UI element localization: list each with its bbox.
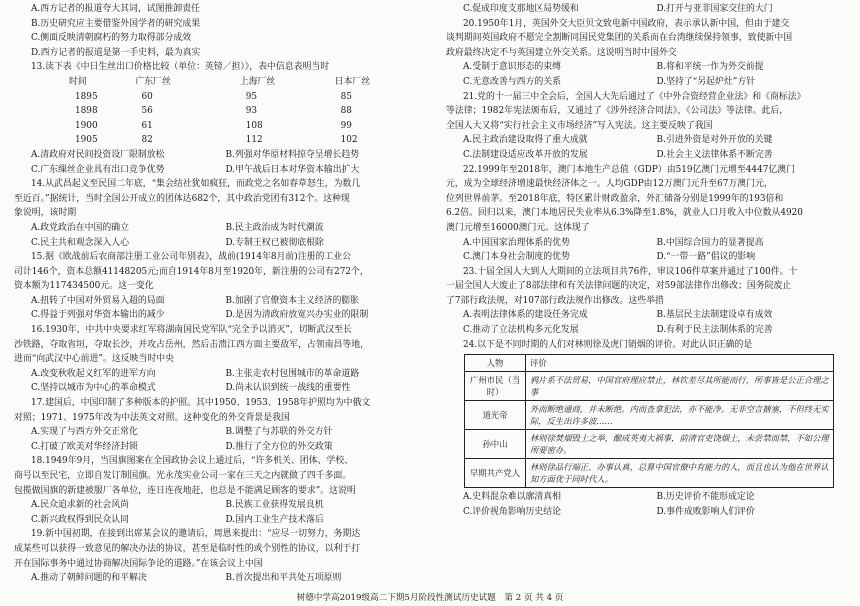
q24-evaluation-table [464,354,834,488]
q14-option-d: D.专制王权已被彻底根除 [225,237,324,248]
q17-option-d: D.推行了全方位的外交政策 [225,441,333,452]
q13-th-time: 时间 [69,76,87,87]
q13-table [14,75,420,148]
q13-th-shanghai: 上海厂丝 [239,76,276,87]
q24-stem: 24.以下是不同时期的人们对林则徐及虎门销烟的评价。对此认识正确的是 [463,339,753,350]
q23-option-c: C.推动了立法机构多元化发展 [463,325,579,336]
q24-person: 道光帝 [465,401,526,430]
right-column [446,2,850,519]
q17-option-a: A.实现了与西方外交正常化 [31,427,138,438]
page-footer: 树德中学高2019级高二下期5月阶段性测试历史试题 第 2 页 共 4 页 [296,593,564,603]
q21-option-b: B.引进外资是对外开放的关键 [656,135,773,146]
q22-stem: 22.1999年至2018年，澳门本地生产总值（GDP）由519亿澳门元增至4447亿澳门 元，成为全球经济增速最快经济体之一。人均GDP由12万澳门元升至67万澳门元， 位列世界前茅。至2018年底，特区累计财政盈余，外汇储备分别是1999年的193倍和 6.2倍。回归以来，澳门本地居民失业率从6.3%降至1.8%，就业人口月收入中位数从4920 澳门元增至16000澳门元。这体现了 [446,164,803,233]
q12-option-a: A.西方记者的报道夸大其词，试图推卸责任 [31,4,200,14]
q13-table-row: 1905 82 112 102 [75,135,358,146]
q24-th-evaluation: 评价 [526,355,834,372]
q20-option-c: C.无意改善与西方的关系 [463,76,562,87]
q14-options [14,221,420,250]
q20-option-d: D.坚持了“另起炉灶”方针 [656,76,756,87]
q12-option-d: D.西方记者的报道是第一手史料，最为真实 [31,47,201,58]
q22-options [446,236,850,265]
q13-options-row1 [31,148,420,163]
q18-stem: 18.1949年9月，当国旗图案在全国政协会议上通过后，“许多机关、团体、学校、 商号以至民宅，立即自发订制国旗。光永茂实业公司一家在三天之内就做了四千多面。 包揽做国旗的新建被服厂各单位，连日连夜地赶，也总是不能满足顾客的要求”。这说明 [14,456,356,496]
q24-th-person: 人物 [465,355,526,372]
q15-option-a: A.扭转了中国对外贸易入超的局面 [31,295,165,306]
q21-stem: 21.党的十一届三中全会后，全国人大先后通过了《中外合资经营企业法》和《商标法》 等法律；1982年宪法颁布后，又通过了《涉外经济合同法》、《公司法》等法律。此后， 全国人大又将“实行社会主义市场经济”写入宪法。这主要反映了我国 [446,91,806,131]
q13-option-c: C.广东缫丝企业具有出口竞争优势 [31,164,165,175]
q24-option-d: D.事件成败影响人们评价 [656,506,755,517]
q20-stem: 20.1950年1月，英国外交大臣贝文致电新中国政府，表示承认新中国，但由于建交 谈判期间英国政府不愿完全割断同国民党集团的关系而在台湾继续保持领事，致使新中国 政府最终决定不与英国建立外交关系。这说明当时中国外交 [446,18,793,58]
q22-option-c: C.澳门本身社会制度的优势 [463,252,570,263]
q17-option-b: B.调整了与苏联的外交方针 [225,427,333,438]
q16-option-a: A.改变秋收起义红军的进军方向 [31,368,156,379]
q24-evaluation: 林则徐品行端正、办事认真，总算中国官僚中有能力的人，而且也认为他在世界认知方面优于同时代人。 [526,459,834,488]
q13-table-row: 1900 61 108 99 [75,120,352,131]
q20-options [446,60,850,89]
q13-options [14,148,420,177]
q23-option-a: A.表明法律体系的建设任务完成 [463,310,588,321]
q24-options [446,490,850,519]
q24-table-row [465,430,834,459]
q13-option-b: B.列强对华原材料掠夺呈增长趋势 [225,149,360,160]
q18-option-b: B.民族工业获得发展良机 [225,500,324,511]
q19-option-d: D.打开与亚非国家交往的大门 [656,4,773,14]
q13-option-a: A.清政府对民间投资设厂限制放松 [31,149,165,160]
q16-option-c: C.坚持以城市为中心的革命模式 [31,383,156,394]
q24-person: 广州市民（当时） [465,372,526,401]
q16-option-d: D.尚未认识到统一战线的重要性 [225,383,351,394]
q16-option-b: B.主张走农村包围城市的革命道路 [225,368,360,379]
q13-th-japan: 日本厂丝 [334,76,371,87]
q23-option-b: B.基层民主法制建设卓有成效 [656,310,773,321]
q18-option-c: C.新兴政权得到民众认同 [31,514,130,525]
q21-option-d: D.社会主义法律体系不断完善 [656,149,773,160]
q21-options [446,133,850,162]
q13-table-row: 1895 60 95 85 [75,91,352,102]
q18-options [14,498,420,527]
q20-option-a: A.受制于意识形态的束缚 [463,62,561,73]
q12-option-b: B.历史研究应主要借鉴外国学者的研究成果 [31,18,201,29]
q19-option-b: B.首次提出和平共处五项原则 [225,573,342,584]
q17-option-c: C.打破了欧美对华经济封锁 [31,441,138,452]
q16-stem: 16.1930年，中共中央要求红军将湖南国民党军队“完全予以消灭”，切断武汉至长 沙铁路，夺取省垣，夺取长沙，并攻占岳州，然后击溃江西方面主要敌军，占领南昌等地， 进而“向武汉中心前进”。这反映当时中央 [14,325,369,365]
q22-option-a: A.中国国家治理体系的优势 [463,237,570,248]
q24-evaluation: 林则徐焚烟毁土之举，酿成英夷大祸事，前清官吏饶烟土，未尝禁而禁，不如公理所要密办。 [526,430,834,459]
q23-option-d: D.有利于民主法制体系的完善 [656,325,773,336]
q13-stem: 13.读下表《中日生丝出口价格比较（单位：英镑／担）》，表中信息表明当时 [31,62,330,73]
q13-table-header [14,75,420,90]
q15-option-b: B.加剧了官僚资本主义经济的膨胀 [225,295,360,306]
q14-stem: 14.从武昌起义至民国二年底，“集会结社犹如疯狂，而政党之名如春草怒生，为数几 至近百。”据统计，当时全国公开成立的团体达682个，其中政治党团有312个。这种现 象说明，该时期 [14,179,361,219]
q19-option-a: A.推动了朝鲜问题的和平解决 [31,573,147,584]
q15-option-c: C.得益于列强对华资本输出的减少 [31,310,165,321]
q24-table-row [465,459,834,488]
q13-option-d: D.甲午战后日本对华资本输出扩大 [225,164,360,175]
q17-stem: 17.建国后，中国印制了多种版本的护照。其中1950、1953、1958年护照均为中俄文 对照；1971、1975年改为中法英文对照。这种变化的外交背景是我国 [14,398,371,423]
q22-option-d: D.“一带一路”倡议的影响 [656,252,756,263]
q19-options-cont [446,2,850,17]
q15-stem: 15.据《欧战前后农商部注册工业公司年别表》，战前(1914年8月前)注册的工业公 司计146个，资本总额41148205元;而自1914年8月至1920年，新注册的公司有272个， 资本额为117434500元。这一变化 [14,252,369,292]
q14-option-b: B.民主政治成为时代潮流 [225,222,324,233]
q19-stem: 19.新中国初期，在接到出席某会议的邀请后，周恩来提出：“应尽一切努力，务期达 成某些可以获得一致意见的解决办法的协议，甚至是临时性的或个别性的协议，以利于打 开在国际事务中通过协商解决国际争论的道路。”在该会议上中国 [14,529,361,569]
q19-options [14,571,420,586]
q24-evaluation: 外而断绝通商，并未断绝。内而查拿犯法，亦不能净。无非空言搪塞，不但终无实际，反生出许多波…… [526,401,834,430]
q21-option-c: C.法制建设适应改革开放的发展 [463,149,588,160]
q18-option-d: D.国内工业生产技术落后 [225,514,324,525]
q16-options [14,367,420,396]
q12-option-c: C.侧面反映清朝腐朽的努力取得部分成效 [31,33,192,44]
q24-evaluation: 鸦片系不法贸易，中国官府理应禁止，林钦差尽其所能而行，所事皆是公正合理之事 [526,372,834,401]
q21-option-a: A.民主政治建设取得了重大成就 [463,135,588,146]
q14-option-a: A.政党政治在中国的确立 [31,222,129,233]
q24-table-row [465,401,834,430]
q20-option-b: B.将和平统一作为外交前提 [656,62,764,73]
left-column [14,2,420,586]
q18-option-a: A.民众追求新的社会风尚 [31,500,129,511]
q15-option-d: D.是因为清政府放宽兴办实业的限制 [225,310,369,321]
q24-person: 孙中山 [465,430,526,459]
q17-options [14,425,420,454]
q22-option-b: B.中国综合国力的显著提高 [656,237,764,248]
q24-table-header [465,355,834,372]
q23-options [446,308,850,337]
q24-table-row [465,372,834,401]
q13-th-guangdong: 广东厂丝 [135,76,171,87]
q24-option-c: C.评价视角影响历史结论 [463,506,562,517]
q24-person: 早期共产党人 [465,459,526,488]
q14-option-c: C.民主共和观念深入人心 [31,237,130,248]
q13-options-row2 [31,163,420,178]
q24-option-b: B.历史评价不能形成定论 [656,492,755,503]
q12-options [14,2,420,60]
q13-table-row: 1898 56 93 88 [75,106,352,117]
q15-options [14,294,420,323]
q19-option-c: C.促成印度支那地区局势缓和 [463,4,579,14]
q23-stem: 23.十届全国人大到人大期间的立法项目共76件，审议106件草案并通过了100件。十 一届全国人大废止了8部法律和有关法律问题的决定，对59部法律作出修改；国务院废止 了7部行政法规，对107部行政法规作出修改。这些举措 [446,266,798,306]
q24-option-a: A.史料混杂难以廓清真相 [463,492,561,503]
